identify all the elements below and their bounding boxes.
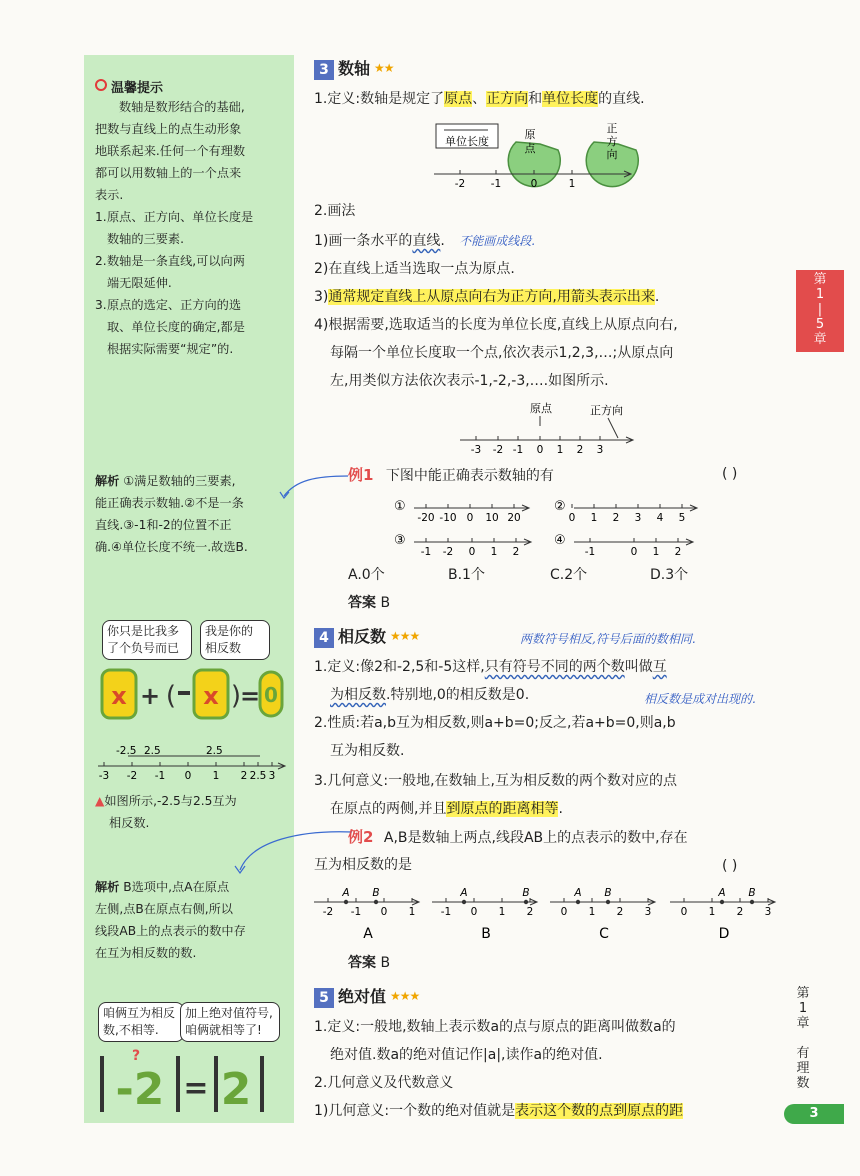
cartoon-neg2-text: -2	[115, 1064, 165, 1115]
draw-step-2: 2)在直线上适当选取一点为原点.	[314, 261, 515, 277]
tick-label: -1	[584, 546, 596, 558]
answer-value: B	[380, 595, 391, 611]
analysis-line: 在互为相反数的数.	[95, 946, 197, 960]
tick-label: 1	[568, 178, 576, 190]
tab-char: 理	[796, 1061, 810, 1076]
tick-label: 3	[268, 770, 276, 782]
choice-D: D.3个	[650, 567, 689, 583]
tick-label: -2	[454, 178, 466, 190]
tick-label: -1	[420, 546, 432, 558]
analysis-1	[95, 470, 285, 558]
bubble-line: 咱俩互为相反	[103, 1006, 176, 1020]
text: .特别地,0的相反数是0.	[386, 687, 530, 703]
bubble-line: 数,不相等.	[103, 1023, 159, 1037]
text: 叫做	[624, 659, 653, 675]
tick-label: 3	[596, 444, 604, 456]
direction-char: 正	[606, 122, 618, 135]
tick-label: 2	[240, 770, 248, 782]
tick-label: 2	[576, 444, 584, 456]
sec4-property: 2.性质:若a,b互为相反数,则a+b=0;反之,若a+b=0,则a,b	[314, 715, 676, 731]
tick-label: -1	[440, 906, 452, 918]
direction-pointer	[608, 418, 618, 438]
sec4-definition-2	[330, 684, 529, 706]
tick-label: 0	[470, 906, 478, 918]
sec5-geometry	[314, 1100, 683, 1122]
draw-step-4: 左,用类似方法依次表示-1,-2,-3,….如图所示.	[330, 373, 609, 389]
top-label: 2.5	[144, 745, 161, 757]
point-B-label: B	[604, 887, 612, 899]
section-4-heading	[314, 624, 419, 648]
point-B-label: B	[372, 887, 380, 899]
paren-open-icon: (	[165, 681, 177, 711]
example-2-figure	[314, 887, 419, 942]
tab-char: 5	[815, 317, 825, 332]
tick-label: 0	[468, 546, 476, 558]
opposite-number-cartoon	[96, 664, 286, 726]
section-number-badge: 5	[314, 988, 334, 1008]
option-figures	[314, 887, 775, 942]
tip-list-num: 1.	[95, 210, 107, 224]
figure-letter: C	[599, 926, 609, 942]
tip-body	[95, 96, 285, 206]
draw-step-4: 每隔一个单位长度取一个点,依次表示1,2,3,…;从原点向	[330, 345, 674, 361]
point-B	[606, 900, 610, 904]
answer-label: 答案	[348, 955, 376, 971]
chapter-range-tab[interactable]	[796, 270, 844, 352]
tick-label: 1	[408, 906, 416, 918]
tick-label: -2	[442, 546, 454, 558]
axis-ticks	[99, 762, 276, 782]
star-rating-icon: ★★★	[390, 989, 420, 1003]
sec3-definition	[314, 88, 645, 110]
example-2-figure	[670, 887, 775, 942]
tick-label: -3	[98, 770, 110, 782]
sec4-geometry: 3.几何意义:一般地,在数轴上,互为相反数的两个数对应的点	[314, 773, 677, 789]
tick-label: -2	[126, 770, 138, 782]
abs-bar-icon	[100, 1056, 104, 1112]
figure-letter: D	[718, 926, 730, 942]
abs-bar-icon	[214, 1056, 218, 1112]
tick-label: 2	[736, 906, 744, 918]
analysis-line: 左侧,点B在原点右侧,所以	[95, 902, 233, 916]
point-B	[750, 900, 754, 904]
wavy-text: 直线	[412, 233, 441, 249]
tick-label: 0	[568, 512, 576, 524]
tick-label: 3	[644, 906, 652, 918]
tick-label: 0	[380, 906, 388, 918]
direction-char: 方	[606, 135, 618, 148]
speech-bubble-3	[98, 1002, 184, 1042]
tab-char: 数	[796, 1076, 810, 1091]
text: 在原点的两侧,并且	[330, 801, 447, 817]
tick-label: 10	[485, 512, 499, 524]
example-1	[348, 464, 554, 487]
tick-label: 1	[490, 546, 498, 558]
speech-bubble-4	[180, 1002, 280, 1042]
tick-label: 1	[652, 546, 660, 558]
tick-label: 1	[590, 512, 598, 524]
option-mark: ①	[394, 499, 406, 514]
caption-triangle-icon: ▲	[95, 794, 105, 808]
tip-line: 数轴是数形结合的基础,	[119, 100, 245, 114]
bubble-line: 你只是比我多	[107, 624, 180, 638]
tick-label: -1	[350, 906, 362, 918]
wavy-text: 互	[652, 659, 667, 675]
example-text: 互为相反数的是	[314, 857, 412, 873]
section-3-heading	[314, 56, 394, 80]
option-figure	[394, 499, 529, 524]
option-figure	[394, 533, 531, 558]
point-A-label: A	[342, 887, 350, 899]
example-label: 例1	[348, 466, 374, 484]
tick-label: 5	[678, 512, 686, 524]
section-title: 绝对值	[338, 987, 387, 1006]
unit-length-label: 单位长度	[445, 135, 489, 148]
handwritten-note: 不能画成线段.	[459, 234, 536, 248]
analysis-line: 确.④单位长度不统一.故选B.	[95, 540, 248, 554]
example-2-answer	[348, 952, 390, 974]
text: 、	[472, 91, 487, 107]
example-2-figures	[310, 880, 780, 944]
tip-heading	[95, 77, 163, 96]
bubble-line: 加上绝对值符号,	[185, 1006, 273, 1020]
tab-char: 第	[813, 272, 827, 287]
origin-label: 原点	[530, 402, 552, 415]
choice-A: A.0个	[348, 567, 385, 583]
text: 1.定义:像2和-2,5和-5这样,	[314, 659, 485, 675]
draw-step-4: 4)根据需要,选取适当的长度为单位长度,直线上从原点向右,	[314, 317, 678, 333]
tip-list-line: 数轴的三要素.	[107, 232, 184, 246]
tip-list-item	[95, 206, 285, 250]
text: 和	[528, 91, 543, 107]
option-figures	[394, 499, 697, 558]
option-figure	[554, 499, 697, 524]
tick-label: 2	[612, 512, 620, 524]
tick-label: -3	[470, 444, 482, 456]
tip-list-item	[95, 294, 285, 360]
chapter-tab	[794, 986, 812, 1031]
section-title: 相反数	[338, 627, 387, 646]
section-number-badge: 4	[314, 628, 334, 648]
draw-step-3	[314, 286, 659, 308]
tick-label: 2	[616, 906, 624, 918]
top-label: 2.5	[206, 745, 223, 757]
absolute-value-cartoon	[96, 1046, 276, 1116]
bubble-line: 我是你的	[205, 624, 254, 638]
text: .	[558, 801, 563, 817]
tip-line: 地联系起来.任何一个有理数	[95, 144, 246, 158]
tip-list-num: 3.	[95, 298, 107, 312]
sec4-definition-1	[314, 656, 667, 678]
tick-label: -20	[417, 512, 435, 524]
tab-char: 章	[796, 1016, 810, 1031]
tab-char: 有	[796, 1046, 810, 1061]
tick-label: 0	[530, 178, 538, 190]
caption-line: 相反数.	[109, 816, 150, 830]
handwritten-note: 相反数是成对出现的.	[644, 692, 756, 706]
top-label: -2.5	[116, 745, 137, 757]
figure-letter: B	[481, 926, 491, 942]
point-B	[374, 900, 378, 904]
bubble-line: 了个负号而已	[107, 641, 180, 655]
tick-label: -2	[322, 906, 334, 918]
example-1-options	[390, 494, 710, 558]
tick-label: -10	[439, 512, 457, 524]
tick-label: 2	[526, 906, 534, 918]
tip-list-line: 数轴是一条直线,可以向两	[107, 254, 245, 268]
connector-arrow-1	[276, 470, 352, 504]
tip-line: 都可以用数轴上的一个点来	[95, 166, 242, 180]
draw-step-1	[314, 230, 535, 252]
example-2-figure	[432, 887, 537, 942]
sec5-definition: 绝对值.数a的绝对值记作|a|,读作a的绝对值.	[330, 1047, 603, 1063]
text: 1.定义:数轴是规定了	[314, 91, 445, 107]
tick-label: 0	[466, 512, 474, 524]
text: .	[440, 233, 445, 249]
analysis-line: B选项中,点A在原点	[123, 880, 230, 894]
text: .	[654, 289, 660, 305]
highlight-origin: 原点	[444, 91, 473, 107]
point-B-label: B	[522, 887, 530, 899]
origin-char: 原	[524, 128, 536, 141]
draw-method-title: 2.画法	[314, 203, 356, 219]
analysis-line: ①满足数轴的三要素,	[123, 474, 236, 488]
cartoon-x-text: x	[111, 682, 127, 710]
analysis-line: 线段AB上的点表示的数中存	[95, 924, 246, 938]
tick-label: 0	[630, 546, 638, 558]
abs-bar-icon	[260, 1056, 264, 1112]
tick-label: 2	[674, 546, 682, 558]
answer-paren: ( )	[722, 858, 738, 874]
tick-label: 4	[656, 512, 664, 524]
sec4-geometry-2	[330, 798, 563, 820]
tick-label: 3	[764, 906, 772, 918]
question-mark-icon: ?	[131, 1048, 141, 1064]
tick-label: 0	[184, 770, 192, 782]
choice-B: B.1个	[448, 567, 485, 583]
option-mark: ④	[554, 533, 566, 548]
highlight-direction: 正方向	[486, 91, 529, 107]
tick-label: 0	[536, 444, 544, 456]
tick-label: 2	[512, 546, 520, 558]
text: 的直线.	[598, 91, 645, 107]
equals-sign-icon: =	[183, 1071, 209, 1106]
tab-char: 第	[796, 986, 810, 1001]
cartoon-2-text: 2	[220, 1064, 252, 1115]
figure-letter: A	[363, 926, 373, 942]
tick-label: 20	[507, 512, 521, 524]
tip-list-line: 取、单位长度的确定,都是	[107, 320, 245, 334]
answer-paren: ( )	[722, 466, 738, 482]
tip-list-line: 端无限延伸.	[107, 276, 172, 290]
tip-title: 温馨提示	[111, 81, 164, 96]
point-A	[576, 900, 580, 904]
tip-list-line: 原点、正方向、单位长度是	[107, 210, 254, 224]
minus-sign-icon	[178, 691, 190, 695]
sec5-definition: 1.定义:一般地,数轴上表示数a的点与原点的距离叫做数a的	[314, 1019, 676, 1035]
point-A	[720, 900, 724, 904]
plus-sign-icon: +	[139, 682, 161, 710]
highlight-text: 到原点的距离相等	[446, 801, 559, 817]
example-2-figure	[550, 887, 655, 942]
highlight-text: 表示这个数的点到原点的距	[515, 1103, 684, 1119]
equals-sign-icon: =	[239, 682, 261, 710]
star-rating-icon: ★★★	[390, 629, 420, 643]
tick-label: 1	[212, 770, 220, 782]
handwritten-note: 两数符号相反,符号后面的数相同.	[520, 632, 696, 646]
direction-label: 正方向	[590, 404, 623, 417]
example-text: 下图中能正确表示数轴的有	[385, 468, 554, 484]
option-mark: ②	[554, 499, 566, 514]
example-2	[348, 826, 688, 849]
star-rating-icon: ★★	[374, 61, 394, 75]
axis-ticks	[471, 436, 604, 456]
tick-label: 0	[680, 906, 688, 918]
analysis-line: 能正确表示数轴.②不是一条	[95, 496, 244, 510]
tick-label: 1	[708, 906, 716, 918]
text: 1)几何意义:一个数的绝对值就是	[314, 1103, 516, 1119]
point-A	[462, 900, 466, 904]
tick-label: 1	[588, 906, 596, 918]
curve-arrow-icon	[284, 476, 348, 496]
tick-label: 2.5	[249, 770, 267, 782]
analysis-label: 解析	[95, 474, 120, 488]
abs-bar-icon	[176, 1056, 180, 1112]
highlight-text: 通常规定直线上从原点向右为正方向,用箭头表示出来	[328, 289, 655, 305]
tick-label: 1	[498, 906, 506, 918]
sec4-property: 互为相反数.	[330, 743, 405, 759]
cartoon-x-text: x	[203, 682, 219, 710]
example-1-answer	[348, 592, 390, 614]
page-number: 3	[784, 1104, 844, 1124]
number-line-figure	[456, 398, 656, 458]
bullet-icon	[95, 79, 107, 91]
three-elements-figure	[430, 116, 640, 192]
point-A-label: A	[574, 887, 582, 899]
tab-char: 1	[798, 1001, 808, 1016]
analysis-label: 解析	[95, 880, 120, 894]
tip-line: 把数与直线上的点生动形象	[95, 122, 242, 136]
chapter-name-tab	[794, 1046, 812, 1091]
tick-label: -2	[492, 444, 504, 456]
tab-char: |	[817, 302, 823, 317]
point-B	[524, 900, 528, 904]
highlight-unit: 单位长度	[542, 91, 599, 107]
tick-label: 3	[634, 512, 642, 524]
option-figure	[554, 533, 693, 558]
tip-list-num: 2.	[95, 254, 107, 268]
tip-list-line: 根据实际需要“规定”的.	[107, 342, 234, 356]
origin-char: 点	[524, 142, 536, 155]
text: 1)画一条水平的	[314, 233, 413, 249]
point-A-label: A	[460, 887, 468, 899]
example-label: 例2	[348, 828, 374, 846]
section-number-badge: 3	[314, 60, 334, 80]
analysis-2	[95, 876, 285, 964]
bubble-line: 咱俩就相等了!	[185, 1023, 262, 1037]
answer-value: B	[380, 955, 391, 971]
text: 3)	[314, 289, 329, 305]
answer-label: 答案	[348, 595, 376, 611]
tab-char: 1	[815, 287, 825, 302]
tab-char: 章	[813, 332, 827, 347]
tick-label: -1	[490, 178, 502, 190]
option-mark: ③	[394, 533, 406, 548]
wavy-text: 只有符号不同的两个数	[484, 659, 625, 675]
section-5-heading	[314, 984, 419, 1008]
bubble-line: 相反数	[205, 641, 242, 655]
point-A-label: A	[718, 887, 726, 899]
tip-list	[95, 206, 285, 360]
point-A	[344, 900, 348, 904]
tick-label: -1	[154, 770, 166, 782]
tip-list-item	[95, 250, 285, 294]
tip-list-line: 原点的选定、正方向的选	[107, 298, 242, 312]
wavy-text: 为相反数	[330, 687, 386, 703]
sidebar-number-line	[92, 742, 292, 786]
point-B-label: B	[748, 887, 756, 899]
analysis-line: 直线.③-1和-2的位置不正	[95, 518, 232, 532]
speech-bubble-left	[102, 620, 192, 660]
cartoon-zero-text: 0	[264, 683, 278, 707]
speech-bubble-right	[200, 620, 270, 660]
sec5-geometry-title: 2.几何意义及代数意义	[314, 1075, 454, 1091]
choice-C: C.2个	[550, 567, 588, 583]
paren-close-icon: )	[230, 681, 242, 711]
tick-label: -1	[512, 444, 524, 456]
tick-label: 1	[556, 444, 564, 456]
example-text: A,B是数轴上两点,线段AB上的点表示的数中,存在	[383, 830, 688, 846]
section-title: 数轴	[338, 59, 371, 78]
tip-line: 表示.	[95, 188, 124, 202]
tick-label: 0	[560, 906, 568, 918]
caption-line: 如图所示,-2.5与2.5互为	[104, 794, 237, 808]
direction-char: 向	[606, 148, 618, 161]
